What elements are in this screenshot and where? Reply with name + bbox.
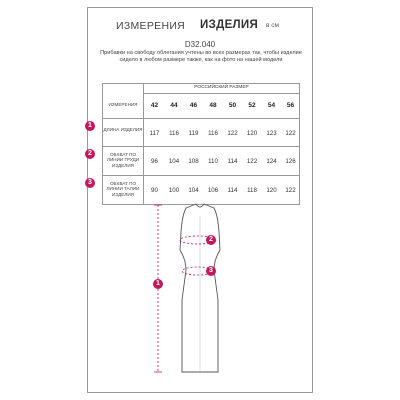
table-cell: 122 (285, 187, 296, 194)
size-label: 46 (189, 102, 198, 109)
row-header: ИЗМЕРЕНИЯ (108, 102, 138, 107)
table-cell: 114 (227, 187, 238, 194)
row-label-waist: ОБХВАТ ПО ЛИНИИ ТАЛИИ ИЗДЕЛИЯ (106, 181, 140, 197)
table-cell: 114 (227, 158, 238, 165)
table-cell: 122 (246, 158, 258, 165)
table-cell: 110 (208, 158, 218, 165)
table-cell: 100 (168, 187, 180, 194)
row-marker-2: 2 (85, 149, 95, 159)
table-cell: 116 (169, 130, 179, 137)
size-label: 54 (267, 102, 276, 109)
group-header: РОССИЙСКИЙ РАЗМЕР (194, 85, 249, 90)
size-label: 48 (209, 102, 217, 109)
table-cell: 104 (168, 158, 180, 165)
table-cell: 118 (247, 187, 257, 194)
model-code: D32.040 (184, 40, 216, 49)
diagram-marker-3: 3 (206, 266, 216, 276)
row-marker-1: 1 (85, 121, 95, 131)
table-cell: 119 (188, 130, 199, 137)
row-marker-3: 3 (85, 178, 95, 188)
table-cell: 126 (285, 158, 296, 165)
header-unit: в см (266, 22, 279, 29)
row-label-chest: ОБХВАТ ПО ЛИНИИ ГРУДИ ИЗДЕЛИЯ (106, 152, 140, 168)
fit-note: Прибавки на свободу облегания учтены во всех размерах так, чтобы изделие сидело в любом размере также, как на фото на нашей модели (100, 50, 302, 63)
table-cell: 117 (149, 130, 160, 137)
diagram-marker-2: 2 (206, 235, 216, 245)
table-cell: 106 (207, 187, 219, 194)
table-cell: 120 (266, 187, 277, 194)
size-label: 50 (228, 102, 237, 109)
size-label: 42 (150, 102, 159, 109)
row-label-length: ДЛИНА ИЗДЕЛИЯ (103, 127, 143, 132)
table-cell: 124 (266, 158, 277, 165)
size-label: 56 (286, 102, 295, 109)
diagram-marker-1: 1 (153, 279, 163, 289)
table-cell: 116 (208, 130, 218, 137)
size-label: 52 (248, 102, 256, 109)
table-cell: 96 (151, 158, 158, 165)
size-label: 44 (170, 102, 178, 109)
table-cell: 123 (266, 130, 277, 137)
header-title-right: ИЗДЕЛИЯ (200, 19, 259, 31)
table-cell: 90 (151, 187, 158, 194)
table-cell: 108 (188, 158, 199, 165)
table-cell: 122 (285, 130, 296, 137)
table-cell: 122 (227, 130, 238, 137)
table-cell: 120 (246, 130, 258, 137)
header-title-left: ИЗМЕРЕНИЯ (116, 20, 186, 32)
table-cell: 104 (188, 187, 199, 194)
